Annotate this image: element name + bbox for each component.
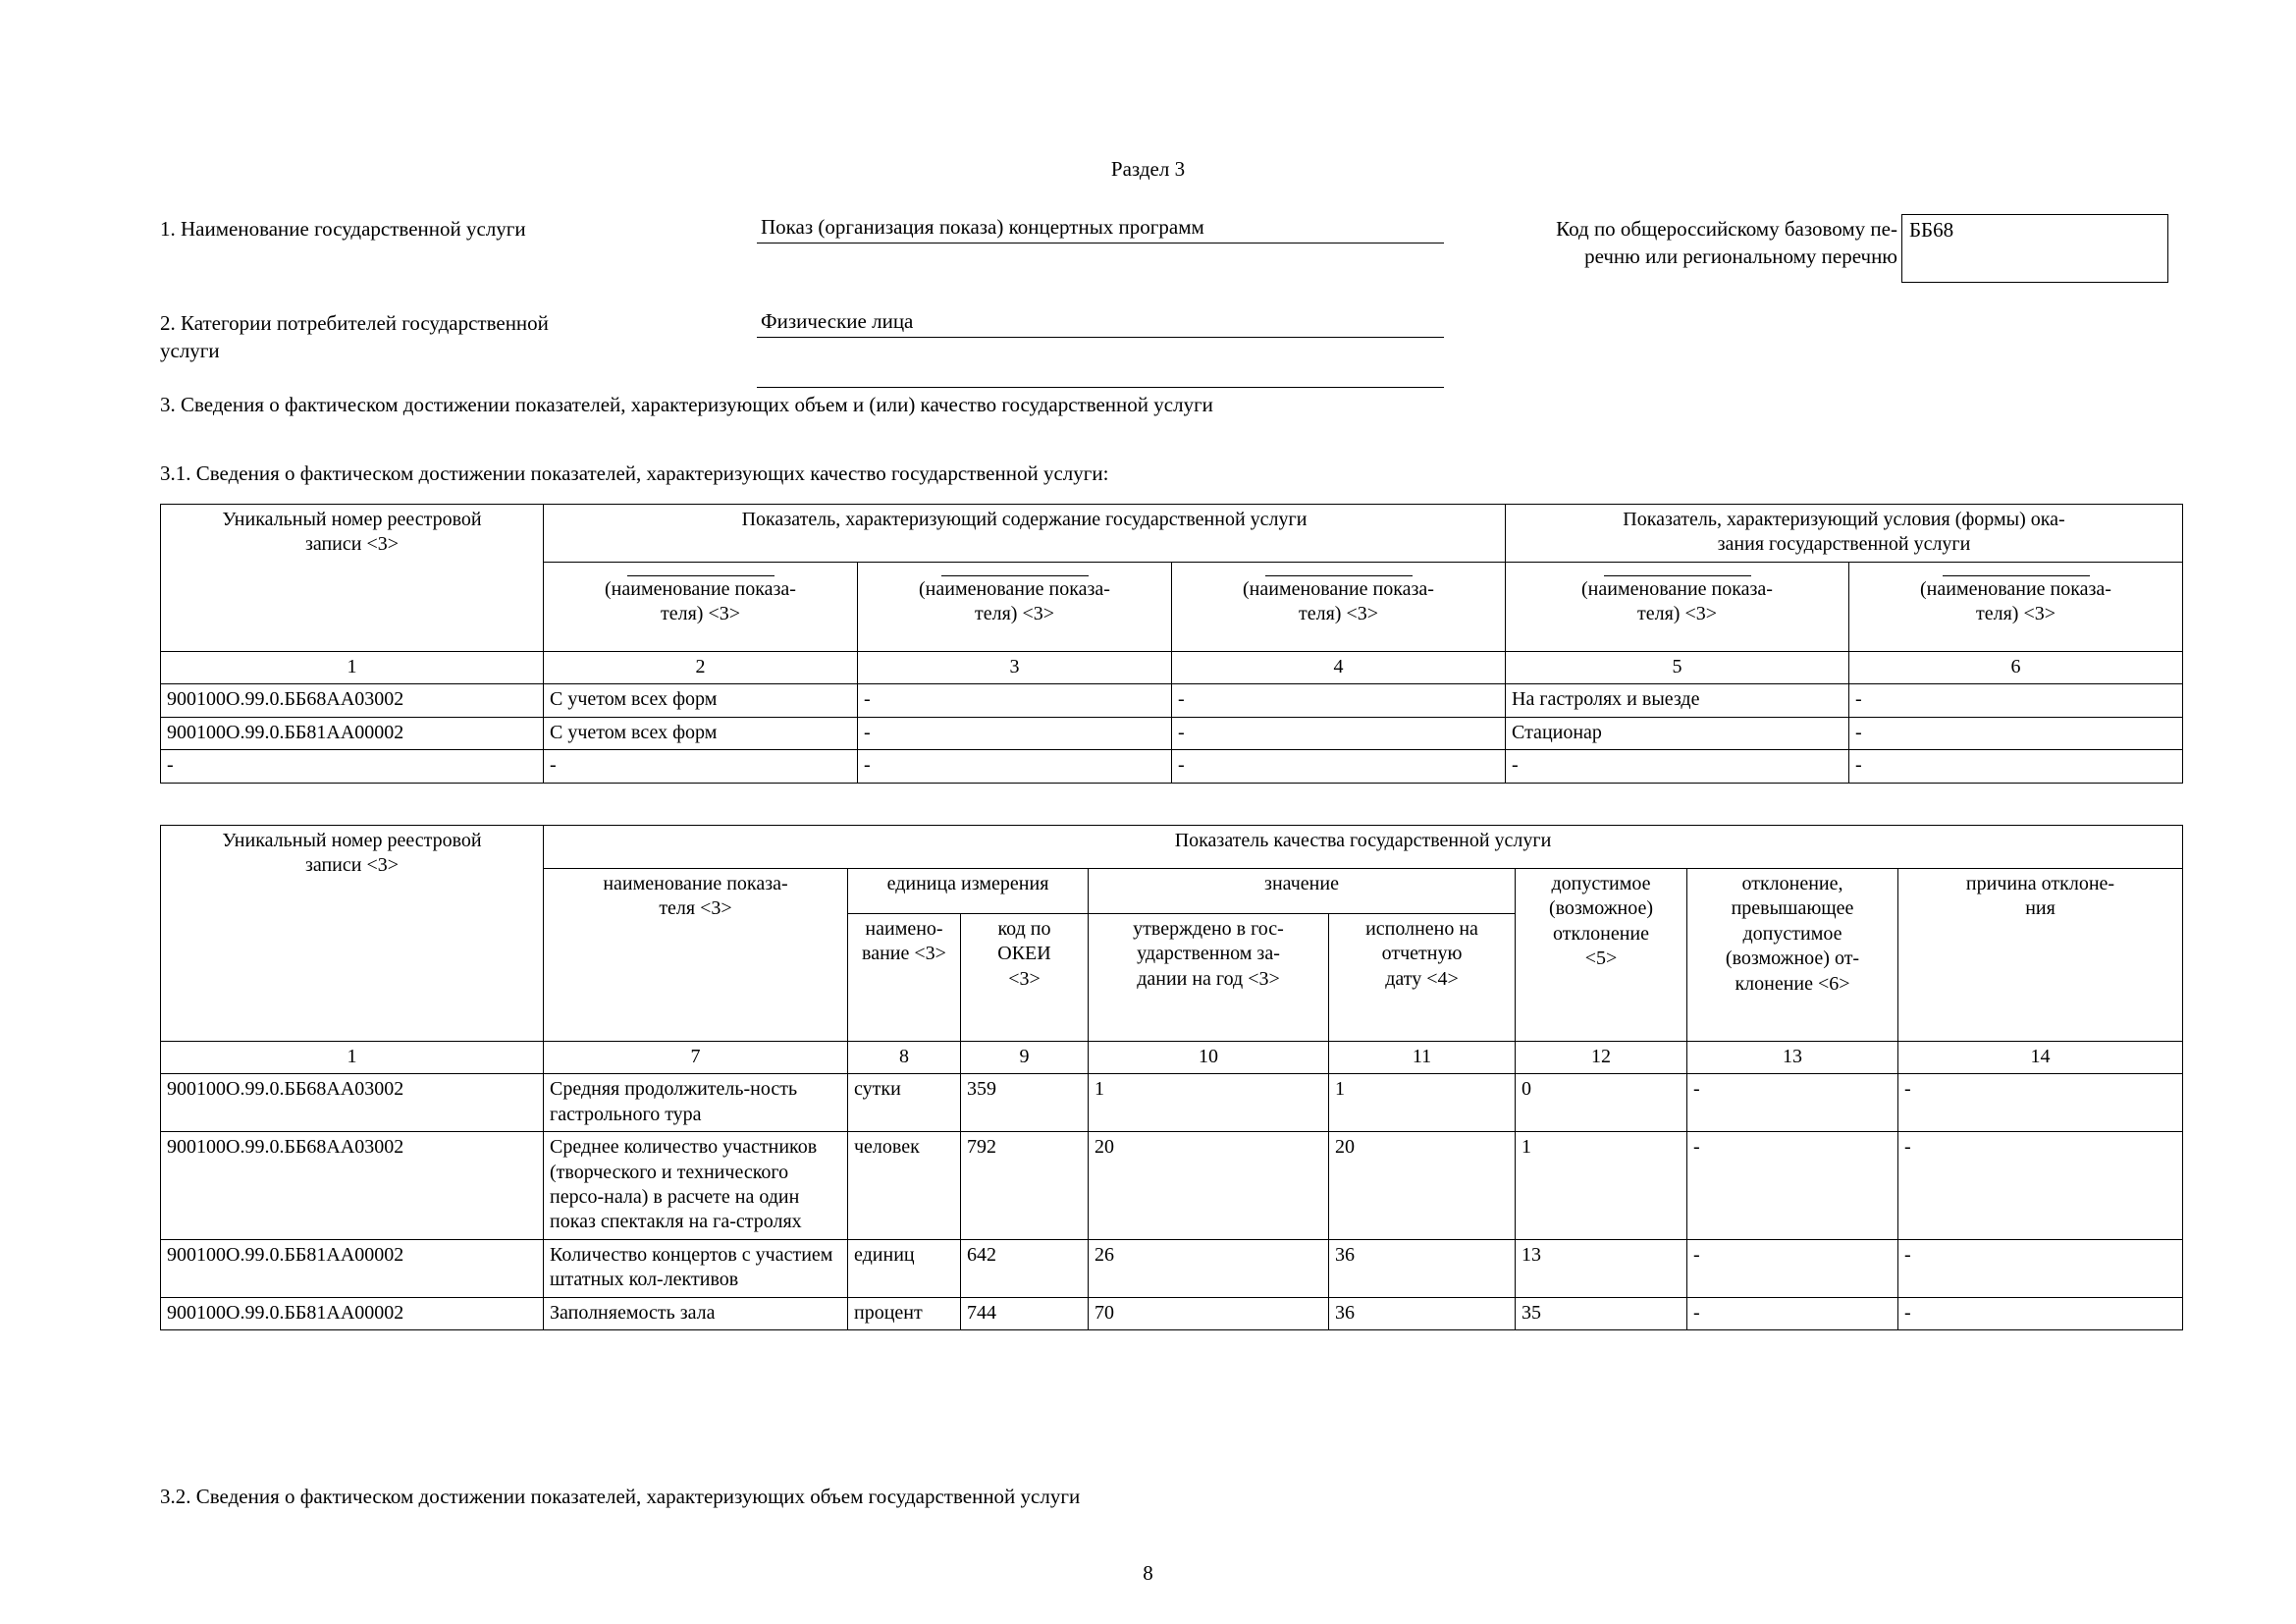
cell-unit-name: сутки: [848, 1074, 961, 1132]
cell-allowed-deviation: 0: [1516, 1074, 1687, 1132]
cell-content-1: С учетом всех форм: [544, 684, 858, 717]
cell-content-2: -: [858, 684, 1172, 717]
cell-unit-name: человек: [848, 1132, 961, 1240]
header-deviation-reason-line1: причина отклоне-: [1965, 873, 2115, 894]
header-unit-name-line2: вание <3>: [862, 943, 946, 965]
cell-reg-number: 900100О.99.0.ББ68АА03002: [161, 684, 544, 717]
column-number: 5: [1506, 652, 1849, 684]
header-allowed-deviation-line3: отклонение: [1552, 922, 1650, 945]
header-reg-number-line2: записи <3>: [304, 854, 400, 877]
cell-condition-2: -: [1849, 750, 2183, 783]
code-label: [1444, 214, 1901, 270]
header-excess-deviation: [1687, 869, 1898, 1042]
cell-indicator-name: Заполняемость зала: [544, 1297, 848, 1329]
cell-condition-1: На гастролях и выезде: [1506, 684, 1849, 717]
header-reg-number-line1: Уникальный номер реестровой: [222, 509, 482, 530]
column-number: 1: [161, 652, 544, 684]
column-number: 2: [544, 652, 858, 684]
column-number: 7: [544, 1042, 848, 1074]
header-unit-name-line1: наимено-: [865, 918, 943, 940]
header-value-group: значение: [1089, 869, 1516, 914]
cell-reg-number: 900100О.99.0.ББ68АА03002: [161, 1074, 544, 1132]
blank-rule-icon: [1604, 566, 1751, 576]
header-reg-number: [161, 826, 544, 1042]
table-header-row-group: [161, 826, 2183, 869]
table-row: [161, 1074, 2183, 1132]
column-number-row: [161, 1042, 2183, 1074]
header-allowed-deviation-line4: <5>: [1584, 947, 1618, 970]
header-executed-value-line3: дату <4>: [1385, 967, 1459, 990]
blank-rule-icon: [941, 566, 1089, 576]
cell-indicator-name: Среднее количество участников (творческого и технического персо-нала) в расчете на один показ спектакля на га-стролях: [544, 1132, 848, 1240]
quality-meta-table: [160, 504, 2183, 784]
cell-approved-value: 20: [1089, 1132, 1329, 1240]
header-allowed-deviation-line1: допустимое: [1551, 873, 1651, 894]
column-number: 4: [1172, 652, 1506, 684]
code-label-line1: Код по общероссийскому базовому пе-: [1556, 217, 1897, 241]
cell-content-3: -: [1172, 684, 1506, 717]
column-number: 3: [858, 652, 1172, 684]
header-excess-deviation-line4: (возможное) от-: [1725, 947, 1860, 970]
header-executed-value-line2: отчетную: [1381, 943, 1463, 965]
cell-condition-2: -: [1849, 684, 2183, 717]
header-conditions-group-line1: Показатель, характеризующий условия (формы) ока-: [1623, 509, 2065, 530]
cell-allowed-deviation: 1: [1516, 1132, 1687, 1240]
table-row: [161, 1297, 2183, 1329]
cell-excess-deviation: -: [1687, 1074, 1898, 1132]
header-indicator-name-6-line1: (наименование показа-: [1920, 577, 2111, 600]
header-indicator-name-4: [1172, 562, 1506, 651]
header-approved-value-line2: ударственном за-: [1137, 943, 1280, 965]
header-excess-deviation-line3: допустимое: [1742, 922, 1842, 945]
header-excess-deviation-line2: превышающее: [1731, 897, 1854, 920]
cell-condition-1: -: [1506, 750, 1849, 783]
cell-approved-value: 70: [1089, 1297, 1329, 1329]
header-excess-deviation-line5: клонение <6>: [1735, 972, 1850, 995]
cell-content-2: -: [858, 717, 1172, 749]
header-reg-number-line1: Уникальный номер реестровой: [222, 830, 482, 851]
section-title: Раздел 3: [1110, 157, 1186, 181]
header-deviation-reason: [1898, 869, 2183, 1042]
table-row: [161, 717, 2183, 749]
cell-unit-code: 359: [961, 1074, 1089, 1132]
quality-values-table: [160, 825, 2183, 1330]
consumer-category-value-line2[interactable]: [757, 362, 1444, 388]
header-indicator-name-line2: теля <3>: [659, 897, 732, 920]
cell-excess-deviation: -: [1687, 1132, 1898, 1240]
column-number: 10: [1089, 1042, 1329, 1074]
cell-content-3: -: [1172, 750, 1506, 783]
column-number: 11: [1329, 1042, 1516, 1074]
column-number-row: [161, 652, 2183, 684]
cell-indicator-name: Количество концертов с участием штатных кол-лективов: [544, 1239, 848, 1297]
header-indicator-name: [544, 869, 848, 1042]
column-number: 1: [161, 1042, 544, 1074]
service-name-field-wrap: [757, 214, 1444, 244]
cell-unit-code: 744: [961, 1297, 1089, 1329]
cell-executed-value: 20: [1329, 1132, 1516, 1240]
table-row: [161, 1239, 2183, 1297]
column-number: 12: [1516, 1042, 1687, 1074]
cell-deviation-reason: -: [1898, 1239, 2183, 1297]
cell-condition-1: Стационар: [1506, 717, 1849, 749]
header-indicator-name-3-line1: (наименование показа-: [919, 577, 1110, 600]
header-unit-code-line2: ОКЕИ: [997, 943, 1051, 965]
table-row: [161, 1132, 2183, 1240]
table-header-row-group: [161, 505, 2183, 563]
blank-rule-icon: [1943, 566, 2090, 576]
header-content-group: Показатель, характеризующий содержание государственной услуги: [544, 505, 1506, 563]
header-indicator-name-3: [858, 562, 1172, 651]
page-number: 8: [1143, 1561, 1153, 1585]
column-number: 6: [1849, 652, 2183, 684]
cell-unit-code: 642: [961, 1239, 1089, 1297]
cell-reg-number: 900100О.99.0.ББ68АА03002: [161, 1132, 544, 1240]
header-reg-number: [161, 505, 544, 652]
consumer-category-label: [160, 308, 757, 364]
cell-deviation-reason: -: [1898, 1297, 2183, 1329]
header-conditions-group-line2: зания государственной услуги: [1717, 533, 1971, 556]
header-reg-number-line2: записи <3>: [304, 533, 400, 556]
header-indicator-name-6: [1849, 562, 2183, 651]
code-value-box[interactable]: ББ68: [1901, 214, 2168, 283]
consumer-category-label-line1: 2. Категории потребителей государственной: [160, 311, 549, 335]
header-indicator-name-2-line1: (наименование показа-: [605, 577, 796, 600]
header-allowed-deviation-line2: (возможное): [1548, 897, 1654, 920]
consumer-category-field-wrap: [757, 308, 1444, 388]
cell-excess-deviation: -: [1687, 1239, 1898, 1297]
cell-deviation-reason: -: [1898, 1132, 2183, 1240]
code-label-line2: речню или региональному перечню: [1584, 244, 1897, 268]
cell-content-3: -: [1172, 717, 1506, 749]
column-number: 9: [961, 1042, 1089, 1074]
cell-unit-name: единиц: [848, 1239, 961, 1297]
cell-reg-number: 900100О.99.0.ББ81АА00002: [161, 1297, 544, 1329]
header-excess-deviation-line1: отклонение,: [1741, 873, 1843, 894]
header-indicator-name-6-line2: теля) <3>: [1975, 603, 2056, 625]
column-number: 8: [848, 1042, 961, 1074]
header-unit-name: [848, 914, 961, 1042]
cell-reg-number: -: [161, 750, 544, 783]
blank-rule-icon: [1265, 566, 1413, 576]
header-deviation-reason-line2: ния: [2025, 897, 2056, 920]
consumer-category-row: [160, 308, 2182, 388]
cell-unit-code: 792: [961, 1132, 1089, 1240]
header-indicator-name-5-line1: (наименование показа-: [1581, 577, 1773, 600]
cell-content-1: С учетом всех форм: [544, 717, 858, 749]
cell-executed-value: 36: [1329, 1297, 1516, 1329]
cell-executed-value: 36: [1329, 1239, 1516, 1297]
header-executed-value: [1329, 914, 1516, 1042]
column-number: 14: [1898, 1042, 2183, 1074]
column-number: 13: [1687, 1042, 1898, 1074]
header-approved-value-line3: дании на год <3>: [1137, 967, 1280, 990]
header-indicator-name-line1: наименование показа-: [603, 873, 788, 894]
cell-approved-value: 1: [1089, 1074, 1329, 1132]
table-row: [161, 750, 2183, 783]
header-indicator-name-4-line2: теля) <3>: [1298, 603, 1378, 625]
cell-allowed-deviation: 35: [1516, 1297, 1687, 1329]
consumer-category-label-line2: услуги: [160, 338, 220, 362]
cell-reg-number: 900100О.99.0.ББ81АА00002: [161, 1239, 544, 1297]
header-unit-code-line3: <3>: [1008, 967, 1041, 990]
header-indicator-name-3-line2: теля) <3>: [974, 603, 1054, 625]
header-approved-value-line1: утверждено в гос-: [1133, 918, 1284, 940]
header-indicator-name-5: [1506, 562, 1849, 651]
cell-indicator-name: Средняя продолжитель-ность гастрольного тура: [544, 1074, 848, 1132]
header-conditions-group: [1506, 505, 2183, 563]
cell-excess-deviation: -: [1687, 1297, 1898, 1329]
cell-content-1: -: [544, 750, 858, 783]
paragraph-3: 3. Сведения о фактическом достижении показателей, характеризующих объем и (или) качество государственной услуги: [160, 393, 1213, 416]
service-name-row: [160, 214, 2182, 283]
service-name-value[interactable]: Показ (организация показа) концертных программ: [757, 214, 1444, 244]
form-header: [160, 214, 2182, 398]
header-indicator-name-2-line2: теля) <3>: [660, 603, 740, 625]
table-row: [161, 684, 2183, 717]
cell-unit-name: процент: [848, 1297, 961, 1329]
consumer-category-value[interactable]: Физические лица: [757, 308, 1444, 338]
header-quality-group: Показатель качества государственной услуги: [544, 826, 2183, 869]
cell-executed-value: 1: [1329, 1074, 1516, 1132]
header-unit-group: единица измерения: [848, 869, 1089, 914]
header-indicator-name-2: [544, 562, 858, 651]
paragraph-3-2: 3.2. Сведения о фактическом достижении показателей, характеризующих объем государственной услуги: [160, 1485, 1081, 1508]
header-approved-value: [1089, 914, 1329, 1042]
cell-content-2: -: [858, 750, 1172, 783]
cell-reg-number: 900100О.99.0.ББ81АА00002: [161, 717, 544, 749]
cell-deviation-reason: -: [1898, 1074, 2183, 1132]
paragraph-3-1: 3.1. Сведения о фактическом достижении показателей, характеризующих качество государственной услуги:: [160, 461, 1109, 485]
header-allowed-deviation: [1516, 869, 1687, 1042]
blank-rule-icon: [627, 566, 774, 576]
header-unit-code-line1: код по: [997, 918, 1051, 940]
cell-condition-2: -: [1849, 717, 2183, 749]
header-indicator-name-4-line1: (наименование показа-: [1243, 577, 1434, 600]
header-unit-code: [961, 914, 1089, 1042]
service-name-label: 1. Наименование государственной услуги: [160, 217, 526, 241]
cell-allowed-deviation: 13: [1516, 1239, 1687, 1297]
header-executed-value-line1: исполнено на: [1365, 918, 1478, 940]
cell-approved-value: 26: [1089, 1239, 1329, 1297]
header-indicator-name-5-line2: теля) <3>: [1636, 603, 1717, 625]
